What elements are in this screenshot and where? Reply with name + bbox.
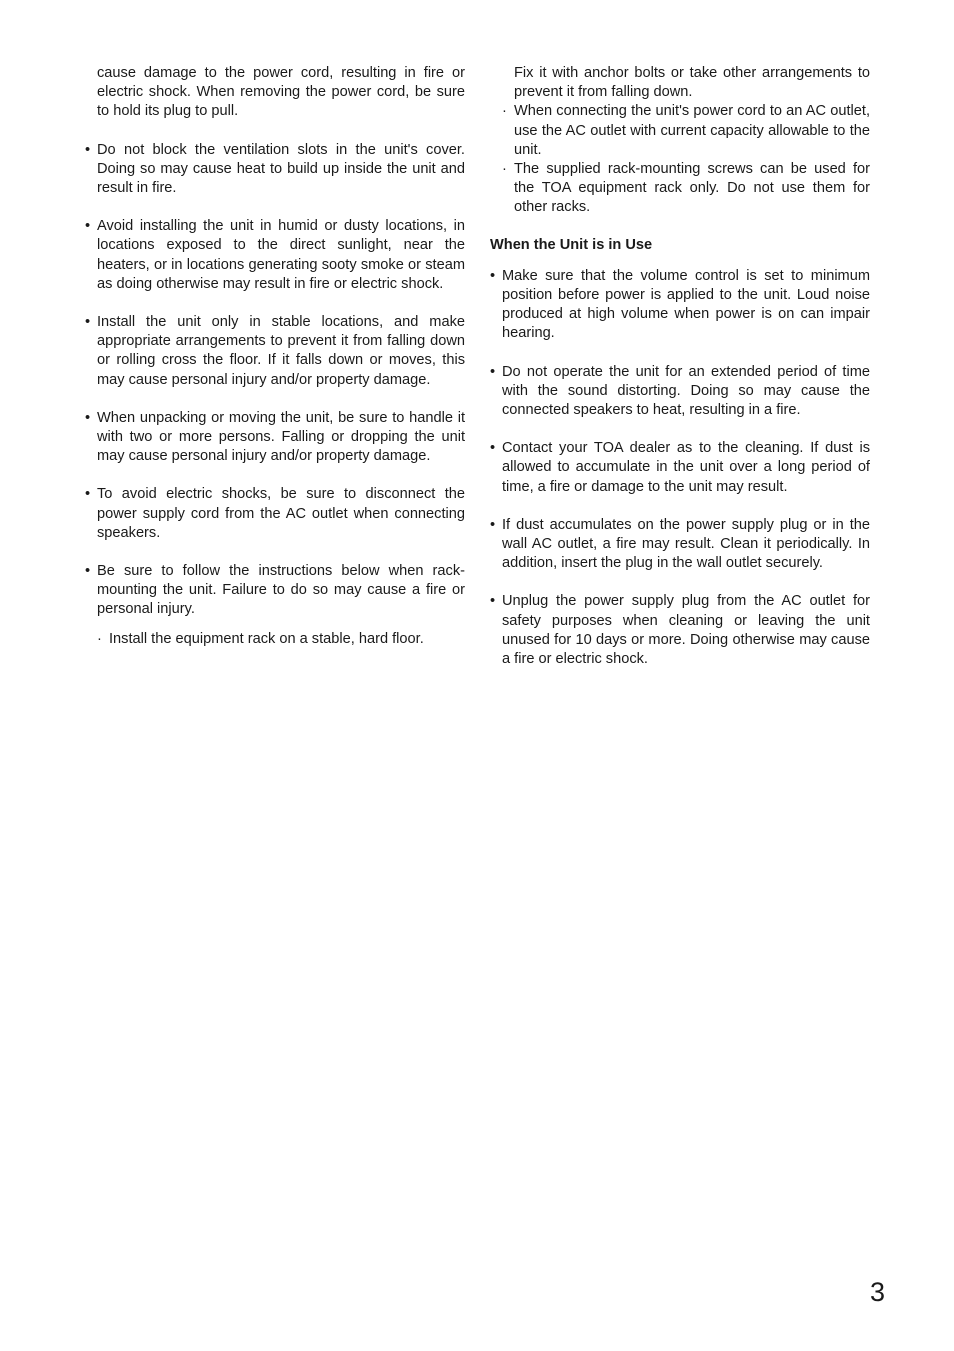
list-item-text: Be sure to follow the instructions below when rack-mounting the unit. Failure to do so may cause a fire or personal injury. [97, 563, 465, 618]
bullet-glyph: • [85, 141, 91, 158]
list-item-text: Install the unit only in stable locations, and make appropriate arrangements to prevent it from falling down or rolling cross the floor. If it falls down or moves, this may cause personal injury and/or property damage. [97, 314, 465, 388]
left-column [85, 64, 465, 649]
list-item [85, 217, 465, 294]
list-item [490, 516, 870, 574]
sub-list-item [85, 630, 465, 649]
bullet-glyph: • [85, 314, 91, 331]
right-column [490, 64, 870, 688]
sub-list-item [490, 160, 870, 218]
sub-list-item-text: When connecting the unit's power cord to an AC outlet, use the AC outlet with current capacity allowable to the unit. [514, 103, 870, 158]
bullet-glyph: • [85, 218, 91, 235]
list-item [85, 485, 465, 543]
sub-list-continuation: Fix it with anchor bolts or take other arrangements to prevent it from falling down. [514, 65, 870, 101]
list-item-text: If dust accumulates on the power supply plug or in the wall AC outlet, a fire may result. Clean it periodically. In addition, insert the plug in the wall outlet securely. [502, 516, 870, 572]
bullet-glyph: • [490, 363, 496, 380]
sub-list-item [490, 102, 870, 160]
list-item-text: Do not operate the unit for an extended period of time with the sound distorting. Doing so may cause the connected speakers to heat, resulting in a fire. [502, 363, 870, 419]
bullet-glyph: • [490, 440, 496, 457]
sub-list [490, 64, 870, 218]
list-item [85, 409, 465, 467]
list-item [85, 313, 465, 390]
bullet-glyph: • [85, 563, 91, 580]
list-item-text: Avoid installing the unit in humid or dusty locations, in locations exposed to the direct sunlight, near the heaters, or in locations generating sooty smoke or steam as doing otherwise may result in fire or electric shock. [97, 218, 465, 292]
list-item-text: Do not block the ventilation slots in the unit's cover. Doing so may cause heat to build up inside the unit and result in fire. [97, 141, 465, 197]
sub-bullet-glyph: · [502, 103, 507, 120]
list-item-text: When unpacking or moving the unit, be sure to handle it with two or more persons. Falling or dropping the unit may cause personal injury and/or property damage. [97, 409, 465, 465]
bullet-glyph: • [85, 486, 91, 503]
sub-list-item-text: Install the equipment rack on a stable, hard floor. [109, 630, 424, 647]
list-item [85, 141, 465, 199]
section-heading: When the Unit is in Use [490, 236, 653, 253]
list-item [490, 363, 870, 421]
list-item [490, 267, 870, 344]
bullet-glyph: • [490, 516, 496, 533]
sub-bullet-glyph: · [97, 630, 102, 647]
list-item-text: Unplug the power supply plug from the AC outlet for safety purposes when cleaning or leaving the unit unused for 10 days or more. Doing otherwise may cause a fire or electric shock. [502, 593, 870, 668]
list-item [490, 592, 870, 669]
list-item-text: Contact your TOA dealer as to the cleaning. If dust is allowed to accumulate in the unit over a long period of time, a fire or damage to the unit may result. [502, 440, 870, 495]
bullet-glyph: • [490, 267, 496, 284]
bullet-glyph: • [85, 409, 91, 426]
list-item [85, 562, 465, 620]
bullet-glyph: • [490, 593, 496, 610]
sub-bullet-glyph: · [502, 161, 507, 178]
sub-list-item-text: The supplied rack-mounting screws can be used for the TOA equipment rack only. Do not use them for other racks. [514, 161, 870, 216]
continued-paragraph: cause damage to the power cord, resulting in fire or electric shock. When removing the power cord, be sure to hold its plug to pull. [97, 65, 465, 120]
list-item-text: Make sure that the volume control is set to minimum position before power is applied to the unit. Loud noise produced at high volume when power is on can impair hearing. [502, 267, 870, 342]
list-item [490, 439, 870, 497]
page-number: 3 [870, 1277, 886, 1307]
list-item-text: To avoid electric shocks, be sure to disconnect the power supply cord from the AC outlet when connecting speakers. [97, 486, 465, 541]
